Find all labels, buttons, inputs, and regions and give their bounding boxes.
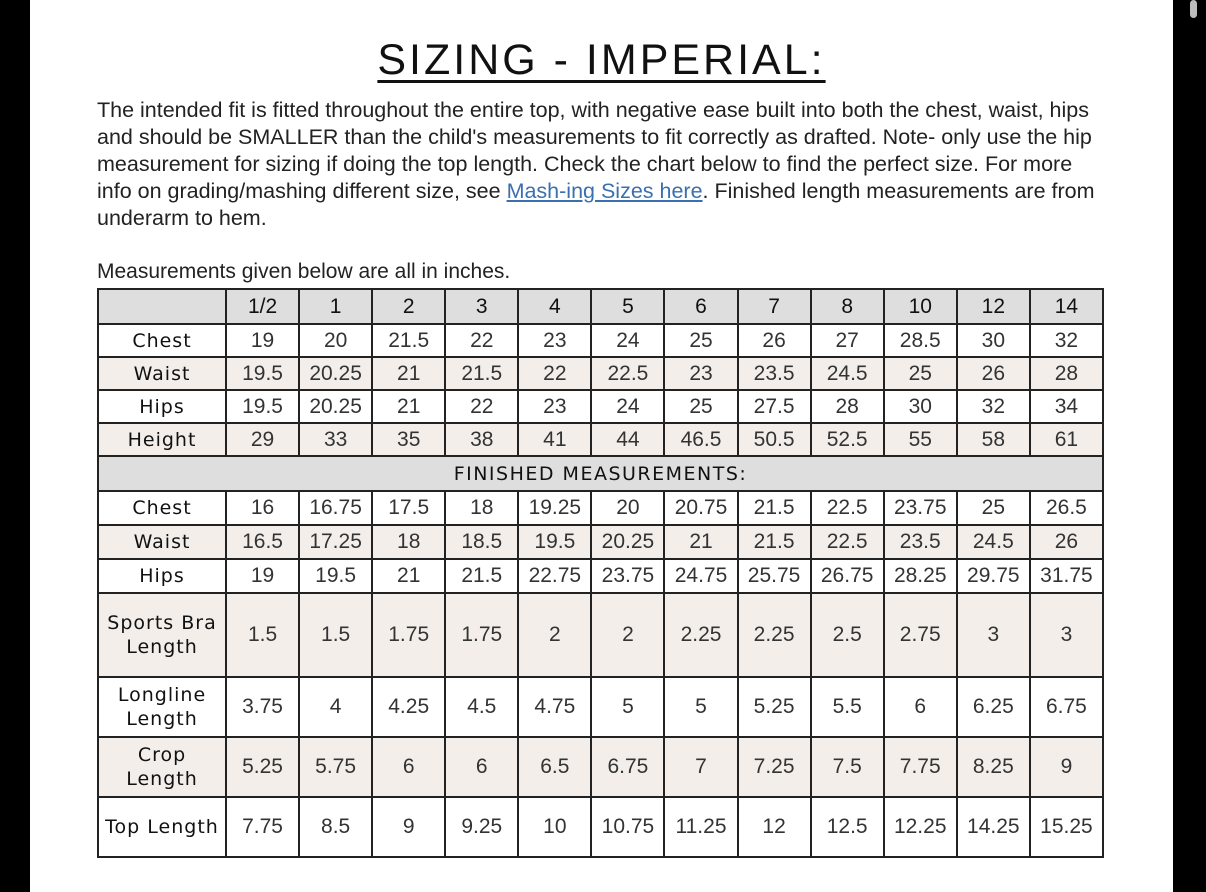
table-cell: 2 <box>591 593 664 677</box>
units-note: Measurements given below are all in inches. <box>97 260 511 283</box>
table-cell: 21 <box>372 357 445 390</box>
table-cell: 22.5 <box>591 357 664 390</box>
table-cell: 21 <box>372 390 445 423</box>
table-cell: 46.5 <box>664 423 737 456</box>
table-cell: 38 <box>445 423 518 456</box>
table-cell: 31.75 <box>1030 559 1103 593</box>
table-cell: 23.5 <box>738 357 811 390</box>
table-cell: 25 <box>957 491 1030 525</box>
table-cell: 23.5 <box>884 525 957 559</box>
table-cell: 11.25 <box>664 797 737 857</box>
table-cell: 21 <box>372 559 445 593</box>
intro-text: The intended fit is fitted throughout the entire top, with negative ease built into both the chest, waist, hips and should be SMALLER than the child's measurements to fit correctly as drafted. Note- only use the hip measurement for sizing if doing the top length. Check the chart below to find the perfect size. For more info on grading/mashing different size, see <box>97 98 1092 203</box>
table-cell: 55 <box>884 423 957 456</box>
size-header-cell: 2 <box>372 289 445 324</box>
table-cell: 5.5 <box>811 677 884 737</box>
table-cell: 16 <box>226 491 299 525</box>
table-cell: 23 <box>664 357 737 390</box>
table-cell: 16.5 <box>226 525 299 559</box>
table-cell: 4 <box>299 677 372 737</box>
table-cell: 21.5 <box>445 559 518 593</box>
table-cell: 18 <box>372 525 445 559</box>
table-row <box>98 423 1103 456</box>
table-cell: 6.75 <box>1030 677 1103 737</box>
table-cell: 20 <box>591 491 664 525</box>
table-cell: 1.75 <box>445 593 518 677</box>
mashing-sizes-link[interactable]: Mash-ing Sizes here <box>506 179 703 203</box>
row-label: Hips <box>98 559 226 593</box>
table-cell: 9.25 <box>445 797 518 857</box>
table-cell: 1.75 <box>372 593 445 677</box>
table-cell: 19 <box>226 324 299 357</box>
table-cell: 20.75 <box>664 491 737 525</box>
row-label: Crop Length <box>98 737 226 797</box>
table-cell: 41 <box>518 423 591 456</box>
table-cell: 7.75 <box>884 737 957 797</box>
table-cell: 6.25 <box>957 677 1030 737</box>
table-row <box>98 390 1103 423</box>
table-cell: 24.75 <box>664 559 737 593</box>
table-cell: 29 <box>226 423 299 456</box>
corner-cell <box>98 289 226 324</box>
table-row <box>98 737 1103 797</box>
table-cell: 28.5 <box>884 324 957 357</box>
size-header-cell: 7 <box>738 289 811 324</box>
table-cell: 6 <box>884 677 957 737</box>
table-cell: 19.5 <box>299 559 372 593</box>
table-cell: 8.5 <box>299 797 372 857</box>
size-header-cell: 14 <box>1030 289 1103 324</box>
table-cell: 25 <box>884 357 957 390</box>
table-cell: 24.5 <box>957 525 1030 559</box>
row-label: Hips <box>98 390 226 423</box>
table-cell: 6 <box>445 737 518 797</box>
table-cell: 28.25 <box>884 559 957 593</box>
table-cell: 2.75 <box>884 593 957 677</box>
table-cell: 3 <box>957 593 1030 677</box>
size-header-cell: 3 <box>445 289 518 324</box>
size-header-cell: 8 <box>811 289 884 324</box>
row-label: Longline Length <box>98 677 226 737</box>
table-cell: 33 <box>299 423 372 456</box>
size-header-cell: 12 <box>957 289 1030 324</box>
table-cell: 34 <box>1030 390 1103 423</box>
table-cell: 4.25 <box>372 677 445 737</box>
table-cell: 17.5 <box>372 491 445 525</box>
table-cell: 26 <box>1030 525 1103 559</box>
table-cell: 9 <box>372 797 445 857</box>
table-cell: 9 <box>1030 737 1103 797</box>
table-cell: 28 <box>811 390 884 423</box>
document-page <box>30 0 1173 892</box>
row-label: Waist <box>98 357 226 390</box>
table-cell: 32 <box>957 390 1030 423</box>
table-row <box>98 797 1103 857</box>
table-cell: 50.5 <box>738 423 811 456</box>
table-cell: 19.25 <box>518 491 591 525</box>
table-cell: 7 <box>664 737 737 797</box>
table-cell: 12 <box>738 797 811 857</box>
row-label: Top Length <box>98 797 226 857</box>
table-cell: 18.5 <box>445 525 518 559</box>
table-cell: 44 <box>591 423 664 456</box>
table-cell: 26.75 <box>811 559 884 593</box>
table-cell: 2 <box>518 593 591 677</box>
table-cell: 19.5 <box>226 357 299 390</box>
table-cell: 6 <box>372 737 445 797</box>
table-cell: 22.5 <box>811 525 884 559</box>
table-cell: 5 <box>664 677 737 737</box>
table-cell: 25 <box>664 324 737 357</box>
table-cell: 58 <box>957 423 1030 456</box>
table-row <box>98 559 1103 593</box>
table-cell: 26 <box>957 357 1030 390</box>
table-cell: 35 <box>372 423 445 456</box>
table-cell: 6.5 <box>518 737 591 797</box>
table-cell: 12.25 <box>884 797 957 857</box>
table-row <box>98 324 1103 357</box>
table-cell: 18 <box>445 491 518 525</box>
table-cell: 23 <box>518 324 591 357</box>
table-cell: 29.75 <box>957 559 1030 593</box>
table-cell: 3.75 <box>226 677 299 737</box>
table-cell: 5 <box>591 677 664 737</box>
table-cell: 2.25 <box>664 593 737 677</box>
table-cell: 2.5 <box>811 593 884 677</box>
table-cell: 30 <box>884 390 957 423</box>
table-cell: 20.25 <box>591 525 664 559</box>
table-row <box>98 593 1103 677</box>
table-cell: 6.75 <box>591 737 664 797</box>
table-cell: 20.25 <box>299 357 372 390</box>
table-cell: 17.25 <box>299 525 372 559</box>
row-label: Chest <box>98 491 226 525</box>
size-header-cell: 5 <box>591 289 664 324</box>
intro-paragraph <box>97 97 1097 232</box>
table-cell: 19.5 <box>226 390 299 423</box>
table-cell: 32 <box>1030 324 1103 357</box>
table-cell: 24.5 <box>811 357 884 390</box>
table-cell: 4.75 <box>518 677 591 737</box>
table-cell: 30 <box>957 324 1030 357</box>
table-cell: 16.75 <box>299 491 372 525</box>
table-cell: 21.5 <box>738 491 811 525</box>
table-cell: 22 <box>445 324 518 357</box>
table-cell: 1.5 <box>226 593 299 677</box>
table-cell: 25.75 <box>738 559 811 593</box>
table-cell: 27.5 <box>738 390 811 423</box>
intro-text-end: . Finished length measurements are from underarm to hem. <box>97 179 1095 230</box>
size-header-cell: 1 <box>299 289 372 324</box>
table-cell: 21.5 <box>445 357 518 390</box>
table-cell: 20.25 <box>299 390 372 423</box>
table-row <box>98 677 1103 737</box>
table-cell: 23.75 <box>884 491 957 525</box>
table-cell: 26 <box>738 324 811 357</box>
row-label: Height <box>98 423 226 456</box>
table-cell: 19.5 <box>518 525 591 559</box>
sizing-table <box>97 288 1104 858</box>
table-cell: 5.75 <box>299 737 372 797</box>
scroll-thumb[interactable] <box>1190 0 1197 18</box>
size-header-cell: 4 <box>518 289 591 324</box>
table-cell: 26.5 <box>1030 491 1103 525</box>
table-cell: 27 <box>811 324 884 357</box>
finished-measurements-header: FINISHED MEASUREMENTS: <box>98 456 1103 491</box>
table-cell: 2.25 <box>738 593 811 677</box>
table-cell: 21 <box>664 525 737 559</box>
table-cell: 15.25 <box>1030 797 1103 857</box>
table-cell: 5.25 <box>738 677 811 737</box>
size-header-row <box>98 289 1103 324</box>
table-cell: 8.25 <box>957 737 1030 797</box>
table-cell: 10.75 <box>591 797 664 857</box>
row-label: Chest <box>98 324 226 357</box>
size-header-cell: 6 <box>664 289 737 324</box>
table-cell: 20 <box>299 324 372 357</box>
row-label: Sports Bra Length <box>98 593 226 677</box>
table-cell: 3 <box>1030 593 1103 677</box>
table-cell: 14.25 <box>957 797 1030 857</box>
table-cell: 19 <box>226 559 299 593</box>
table-cell: 7.25 <box>738 737 811 797</box>
table-cell: 24 <box>591 324 664 357</box>
table-cell: 7.75 <box>226 797 299 857</box>
table-row <box>98 491 1103 525</box>
table-cell: 4.5 <box>445 677 518 737</box>
table-cell: 28 <box>1030 357 1103 390</box>
table-cell: 22 <box>518 357 591 390</box>
table-cell: 21.5 <box>738 525 811 559</box>
table-cell: 22.75 <box>518 559 591 593</box>
section-row <box>98 456 1103 491</box>
table-cell: 52.5 <box>811 423 884 456</box>
table-cell: 10 <box>518 797 591 857</box>
table-cell: 5.25 <box>226 737 299 797</box>
table-row <box>98 357 1103 390</box>
table-cell: 23 <box>518 390 591 423</box>
table-cell: 21.5 <box>372 324 445 357</box>
row-label: Waist <box>98 525 226 559</box>
table-row <box>98 525 1103 559</box>
table-cell: 22 <box>445 390 518 423</box>
page-title: SIZING - IMPERIAL: <box>377 36 826 84</box>
table-cell: 7.5 <box>811 737 884 797</box>
size-header-cell: 1/2 <box>226 289 299 324</box>
table-cell: 25 <box>664 390 737 423</box>
table-cell: 1.5 <box>299 593 372 677</box>
table-cell: 12.5 <box>811 797 884 857</box>
table-cell: 22.5 <box>811 491 884 525</box>
table-cell: 24 <box>591 390 664 423</box>
scrollbar[interactable] <box>1173 0 1206 892</box>
table-cell: 61 <box>1030 423 1103 456</box>
table-cell: 23.75 <box>591 559 664 593</box>
size-header-cell: 10 <box>884 289 957 324</box>
